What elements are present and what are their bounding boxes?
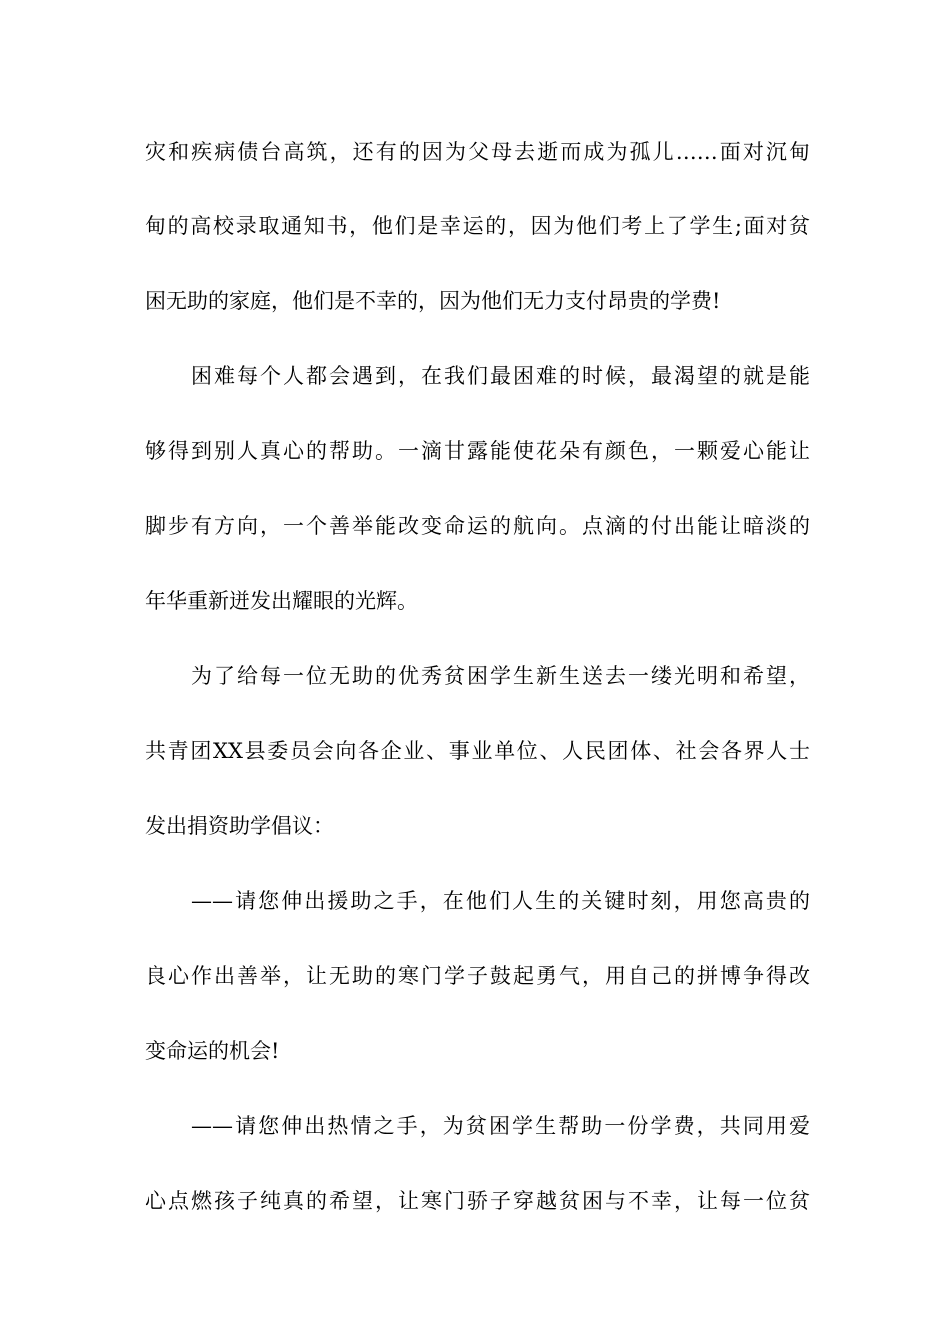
- paragraph-line: 灾和疾病债台高筑，还有的因为父母去逝而成为孤儿……面对沉甸: [145, 140, 810, 164]
- paragraph-line: ——请您伸出热情之手，为贫困学生帮助一份学费，共同用爱: [191, 1114, 810, 1138]
- paragraph-line: 够得到别人真心的帮助。一滴甘露能使花朵有颜色，一颗爱心能让: [145, 439, 810, 463]
- paragraph-line: 困难每个人都会遇到，在我们最困难的时候，最渴望的就是能: [191, 364, 810, 388]
- paragraph-line: 共青团XX县委员会向各企业、事业单位、人民团体、社会各界人士: [145, 739, 810, 763]
- paragraph-line: 甸的高校录取通知书，他们是幸运的，因为他们考上了学生;面对贫: [145, 214, 810, 238]
- paragraph-line: ——请您伸出援助之手，在他们人生的关键时刻，用您高贵的: [191, 889, 810, 913]
- paragraph-line: 良心作出善举，让无助的寒门学子鼓起勇气，用自己的拼博争得改: [145, 964, 810, 988]
- paragraph-line: 脚步有方向，一个善举能改变命运的航向。点滴的付出能让暗淡的: [145, 514, 810, 538]
- paragraph-line: 发出捐资助学倡议：: [145, 814, 334, 838]
- paragraph-line: 心点燃孩子纯真的希望，让寒门骄子穿越贫困与不幸，让每一位贫: [145, 1189, 810, 1213]
- paragraph-line: 年华重新迸发出耀眼的光辉。: [145, 589, 418, 613]
- paragraph-line: 困无助的家庭，他们是不幸的，因为他们无力支付昂贵的学费!: [145, 289, 721, 313]
- paragraph-line: 变命运的机会!: [145, 1039, 280, 1063]
- paragraph-line: 为了给每一位无助的优秀贫困学生新生送去一缕光明和希望，: [191, 664, 810, 688]
